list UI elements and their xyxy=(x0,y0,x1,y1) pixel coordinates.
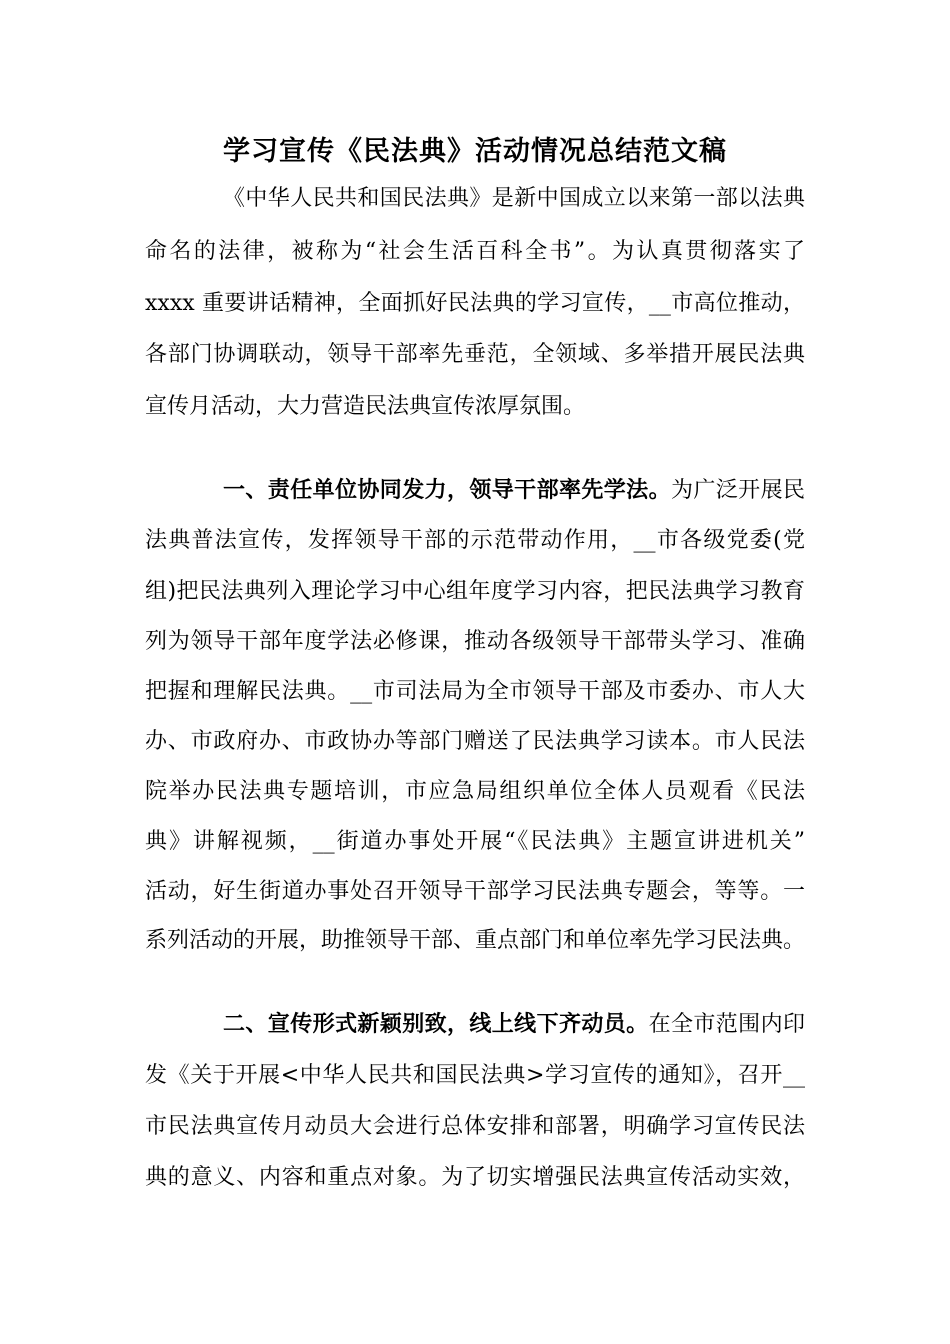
section-1-text: 为广泛开展民 xyxy=(670,478,805,503)
section-1-line: 法典普法宣传，发挥领导干部的示范带动作用，__市各级党委(党 xyxy=(145,528,805,553)
section-1-line: 组)把民法典列入理论学习中心组年度学习内容，把民法典学习教育 xyxy=(145,579,805,604)
section-1-line: 系列活动的开展，助推领导干部、重点部门和单位率先学习民法典。 xyxy=(145,928,806,953)
intro-line: xxxx 重要讲话精神，全面抓好民法典的学习宣传，__市高位推动， xyxy=(145,291,805,316)
intro-line: 宣传月活动，大力营造民法典宣传浓厚氛围。 xyxy=(145,394,586,419)
section-1-first-line xyxy=(223,470,805,510)
section-1-line: 活动，好生街道办事处召开领导干部学习民法典专题会，等等。一 xyxy=(145,879,805,904)
intro-line: 命名的法律，被称为“社会生活百科全书”。为认真贯彻落实了 xyxy=(145,239,805,264)
section-1-line: 典》讲解视频，__街道办事处开展“《民法典》主题宣讲进机关” xyxy=(145,829,805,854)
intro-line: 《中华人民共和国民法典》是新中国成立以来第一部以法典 xyxy=(223,186,805,211)
section-2-line: 发《关于开展<中华人民共和国民法典>学习宣传的通知》，召开__ xyxy=(145,1063,805,1088)
section-1-line: 列为领导干部年度学法必修课，推动各级领导干部带头学习、准确 xyxy=(145,629,805,654)
intro-line: 各部门协调联动，领导干部率先垂范，全领域、多举措开展民法典 xyxy=(145,342,805,367)
section-1-line: 办、市政府办、市政协办等部门赠送了民法典学习读本。市人民法 xyxy=(145,729,805,754)
section-2-heading: 二、宣传形式新颖别致，线上线下齐动员。 xyxy=(223,1011,649,1037)
section-1-heading: 一、责任单位协同发力，领导干部率先学法。 xyxy=(223,477,671,503)
section-2-first-line xyxy=(223,1004,805,1044)
section-2-text: 在全市范围内印 xyxy=(648,1012,805,1037)
section-1-line: 院举办民法典专题培训，市应急局组织单位全体人员观看《民法 xyxy=(145,779,805,804)
document-title: 学习宣传《民法典》活动情况总结范文稿 xyxy=(223,136,727,167)
section-1-line: 把握和理解民法典。__市司法局为全市领导干部及市委办、市人大 xyxy=(145,679,805,704)
section-2-line: 市民法典宣传月动员大会进行总体安排和部署，明确学习宣传民法 xyxy=(145,1114,805,1139)
section-2-line: 典的意义、内容和重点对象。为了切实增强民法典宣传活动实效， xyxy=(145,1165,805,1190)
